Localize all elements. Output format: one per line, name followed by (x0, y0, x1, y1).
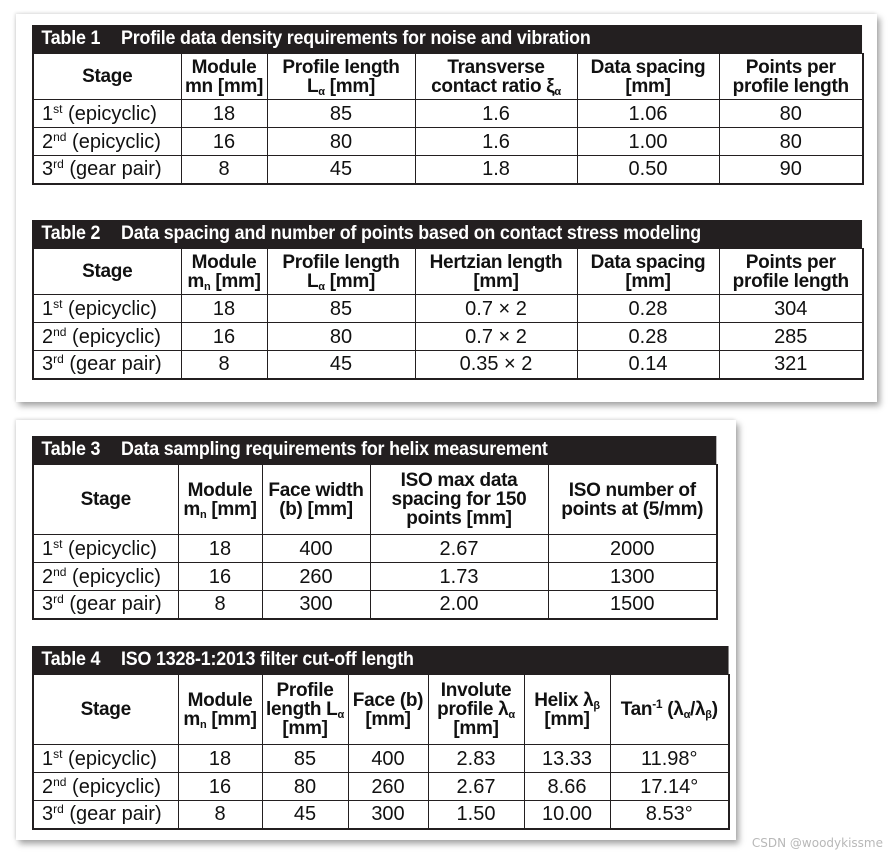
table-cell: 1500 (548, 591, 717, 619)
header-profile-length: Profile length $L_\alpha$ [mm] (262, 675, 348, 745)
table-cell: 45 (262, 801, 348, 829)
table-cell: 8 (181, 156, 267, 184)
table-cell: 2.67 (370, 535, 548, 563)
table-cell: 80 (719, 128, 863, 156)
panel-tables-1-2 (16, 14, 877, 402)
header-hertzian-length: Hertzian length [mm] (415, 249, 577, 295)
table-cell: 16 (181, 323, 267, 351)
table-cell: 1.00 (577, 128, 719, 156)
table-row (33, 128, 863, 156)
table-cell: 10.00 (524, 801, 610, 829)
table-row (33, 535, 717, 563)
table-cell: 2.83 (428, 745, 524, 773)
table-cell: 16 (178, 773, 262, 801)
table-cell: 11.98° (610, 745, 729, 773)
table-cell: 2.00 (370, 591, 548, 619)
table-row (33, 323, 863, 351)
table-cell: 8.66 (524, 773, 610, 801)
table-cell: 45 (267, 156, 415, 184)
header-helix: Helix $\lambda_\beta$ [mm] (524, 675, 610, 745)
table-cell: 0.28 (577, 323, 719, 351)
header-iso-number-of-points: ISO number of points at (5/mm) (548, 465, 717, 535)
table-cell: 321 (719, 351, 863, 379)
table-cell: 8 (181, 351, 267, 379)
table-3-title-bar (32, 436, 716, 464)
table-cell: 2.67 (428, 773, 524, 801)
header-involute-profile: Involute profile $\lambda_\alpha$ [mm] (428, 675, 524, 745)
table-cell: 85 (267, 100, 415, 128)
table-cell: 17.14° (610, 773, 729, 801)
table-row (33, 591, 717, 619)
table-3-grid (32, 464, 718, 620)
header-module: Module $m_n$ [mm] (178, 675, 262, 745)
header-face: Face (b) [mm] (348, 675, 428, 745)
header-profile-length: Profile length $L_\alpha$ [mm] (267, 249, 415, 295)
header-module: Module mn [mm] (181, 54, 267, 100)
table-cell: 18 (181, 295, 267, 323)
table-cell: 0.14 (577, 351, 719, 379)
header-transverse-contact-ratio: Transverse contact ratio $\xi_\alpha$ (415, 54, 577, 100)
table-3 (32, 436, 716, 620)
table-cell: 1.73 (370, 563, 548, 591)
stage-cell: 3rd (gear pair) (33, 156, 181, 184)
table-cell: 260 (348, 773, 428, 801)
table-cell: 13.33 (524, 745, 610, 773)
table-2-title-bar (32, 220, 862, 248)
table-1-number: Table 1 (41, 28, 101, 49)
table-row (33, 156, 863, 184)
watermark: CSDN @woodykissme (751, 836, 883, 850)
header-stage: Stage (33, 54, 181, 100)
table-cell: 8 (178, 591, 262, 619)
header-profile-length: Profile length $L_\alpha$ [mm] (267, 54, 415, 100)
table-row (33, 801, 729, 829)
table-cell: 8.53° (610, 801, 729, 829)
table-1-title: Profile data density requirements for noise and vibration (120, 28, 591, 49)
stage-cell: 3rd (gear pair) (33, 351, 181, 379)
header-points-per-profile: Points per profile length (719, 54, 863, 100)
table-cell: 1.50 (428, 801, 524, 829)
table-cell: 400 (262, 535, 370, 563)
table-cell: 80 (267, 128, 415, 156)
stage-cell: 3rd (gear pair) (33, 591, 178, 619)
stage-cell: 1st (epicyclic) (33, 100, 181, 128)
stage-cell: 1st (epicyclic) (33, 745, 178, 773)
table-1-title-bar (32, 25, 862, 53)
table-1-header-row (33, 54, 863, 100)
table-1 (32, 25, 862, 185)
table-cell: 285 (719, 323, 863, 351)
table-3-header-row (33, 465, 717, 535)
table-4-title: ISO 1328-1:2013 filter cut-off length (120, 649, 414, 670)
table-2-header-row (33, 249, 863, 295)
table-row (33, 745, 729, 773)
table-row (33, 773, 729, 801)
table-4-grid (32, 674, 730, 830)
stage-cell: 2nd (epicyclic) (33, 773, 178, 801)
table-cell: 2000 (548, 535, 717, 563)
table-cell: 0.7 × 2 (415, 295, 577, 323)
panel-tables-3-4 (16, 420, 736, 840)
header-data-spacing: Data spacing [mm] (577, 54, 719, 100)
header-tan-inverse: Tan$^{-1}$ $(\lambda_\alpha/\lambda_\beta)$ (610, 675, 729, 745)
table-cell: 80 (267, 323, 415, 351)
table-2 (32, 220, 862, 380)
table-row (33, 563, 717, 591)
table-cell: 1.06 (577, 100, 719, 128)
header-module: Module $m_n$ [mm] (178, 465, 262, 535)
table-cell: 1300 (548, 563, 717, 591)
table-cell: 0.50 (577, 156, 719, 184)
table-cell: 18 (178, 535, 262, 563)
stage-cell: 1st (epicyclic) (33, 535, 178, 563)
table-3-number: Table 3 (41, 439, 101, 460)
header-iso-max-spacing: ISO max data spacing for 150 points [mm] (370, 465, 548, 535)
table-4-title-bar (32, 646, 728, 674)
table-cell: 18 (178, 745, 262, 773)
stage-cell: 2nd (epicyclic) (33, 323, 181, 351)
table-cell: 80 (262, 773, 348, 801)
table-cell: 0.35 × 2 (415, 351, 577, 379)
table-cell: 400 (348, 745, 428, 773)
table-4-number: Table 4 (41, 649, 101, 670)
table-row (33, 351, 863, 379)
table-cell: 300 (262, 591, 370, 619)
table-cell: 8 (178, 801, 262, 829)
table-2-number: Table 2 (41, 223, 101, 244)
table-3-title: Data sampling requirements for helix measurement (120, 439, 548, 460)
table-cell: 16 (181, 128, 267, 156)
header-data-spacing: Data spacing [mm] (577, 249, 719, 295)
table-2-title: Data spacing and number of points based on contact stress modeling (120, 223, 702, 244)
table-cell: 1.6 (415, 128, 577, 156)
stage-cell: 2nd (epicyclic) (33, 563, 178, 591)
table-row (33, 100, 863, 128)
stage-cell: 1st (epicyclic) (33, 295, 181, 323)
table-cell: 16 (178, 563, 262, 591)
header-module: Module $m_n$ [mm] (181, 249, 267, 295)
table-cell: 0.28 (577, 295, 719, 323)
header-stage: Stage (33, 675, 178, 745)
table-cell: 85 (262, 745, 348, 773)
table-cell: 1.8 (415, 156, 577, 184)
header-stage: Stage (33, 249, 181, 295)
table-row (33, 295, 863, 323)
table-cell: 90 (719, 156, 863, 184)
header-stage: Stage (33, 465, 178, 535)
table-cell: 304 (719, 295, 863, 323)
header-points-per-profile: Points per profile length (719, 249, 863, 295)
table-1-grid (32, 53, 864, 185)
table-cell: 1.6 (415, 100, 577, 128)
table-cell: 80 (719, 100, 863, 128)
table-4 (32, 646, 728, 830)
table-2-grid (32, 248, 864, 380)
table-cell: 300 (348, 801, 428, 829)
header-face-width: Face width (b) [mm] (262, 465, 370, 535)
table-cell: 85 (267, 295, 415, 323)
table-cell: 45 (267, 351, 415, 379)
table-cell: 0.7 × 2 (415, 323, 577, 351)
stage-cell: 2nd (epicyclic) (33, 128, 181, 156)
table-4-header-row (33, 675, 729, 745)
table-cell: 18 (181, 100, 267, 128)
stage-cell: 3rd (gear pair) (33, 801, 178, 829)
table-cell: 260 (262, 563, 370, 591)
